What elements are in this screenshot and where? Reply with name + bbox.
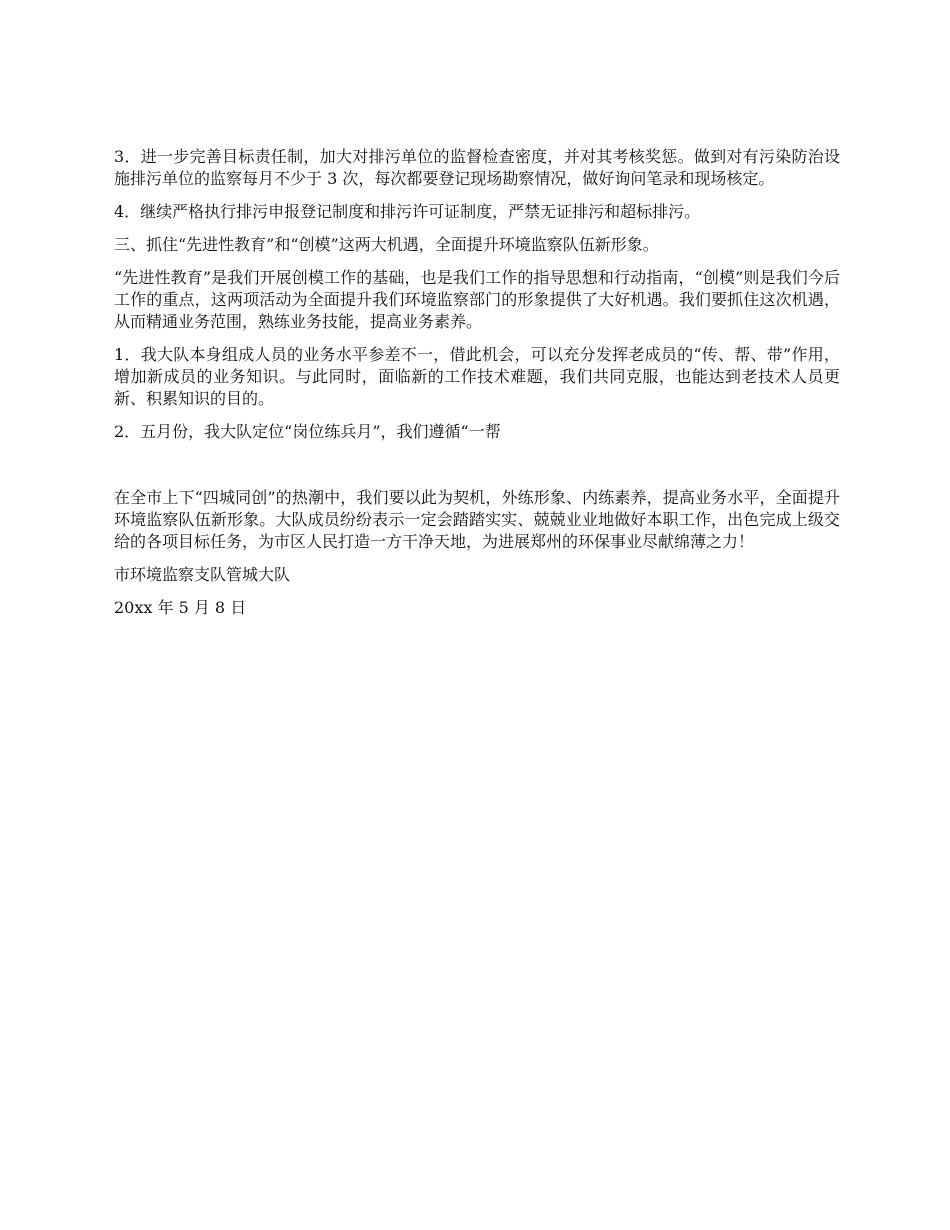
paragraph-item-3: 3．进一步完善目标责任制，加大对排污单位的监督检查密度，并对其考核奖惩。做到对有污染防治设施排污单位的监察每月不少于 3 次，每次都要登记现场勘察情况，做好询问笔录和现场核定。: [114, 147, 840, 188]
paragraph-item-2: 2．五月份，我大队定位“岗位练兵月”，我们遵循“一帮: [114, 422, 501, 441]
date-line: 20xx 年 5 月 8 日: [114, 598, 247, 617]
paragraph-item-4: 4．继续严格执行排污申报登记制度和排污许可证制度，严禁无证排污和超标排污。: [114, 202, 701, 221]
document-body: [114, 146, 840, 630]
paragraph-conclusion: 在全市上下“四城同创”的热潮中，我们要以此为契机，外练形象、内练素养，提高业务水平，全面提升环境监察队伍新形象。大队成员纷纷表示一定会踏踏实实、兢兢业业地做好本职工作，出色完成上级交给的各项目标任务，为市区人民打造一方干净天地，为进展郑州的环保事业尽献绵薄之力！: [114, 488, 840, 551]
paragraph-education: “先进性教育”是我们开展创模工作的基础，也是我们工作的指导思想和行动指南，“创模”则是我们今后工作的重点，这两项活动为全面提升我们环境监察部门的形象提供了大好机遇。我们要抓住这次机遇，从而精通业务范围，熟练业务技能，提高业务素养。: [114, 268, 840, 331]
blank-gap: [114, 454, 840, 487]
section-heading-3: 三、抓住“先进性教育”和“创模”这两大机遇，全面提升环境监察队伍新形象。: [114, 235, 659, 254]
signature-line: 市环境监察支队管城大队: [114, 565, 291, 584]
paragraph-item-1: 1．我大队本身组成人员的业务水平参差不一，借此机会，可以充分发挥老成员的“传、帮、带”作用，增加新成员的业务知识。与此同时，面临新的工作技术难题，我们共同克服，也能达到老技术人员更新、积累知识的目的。: [114, 345, 840, 408]
